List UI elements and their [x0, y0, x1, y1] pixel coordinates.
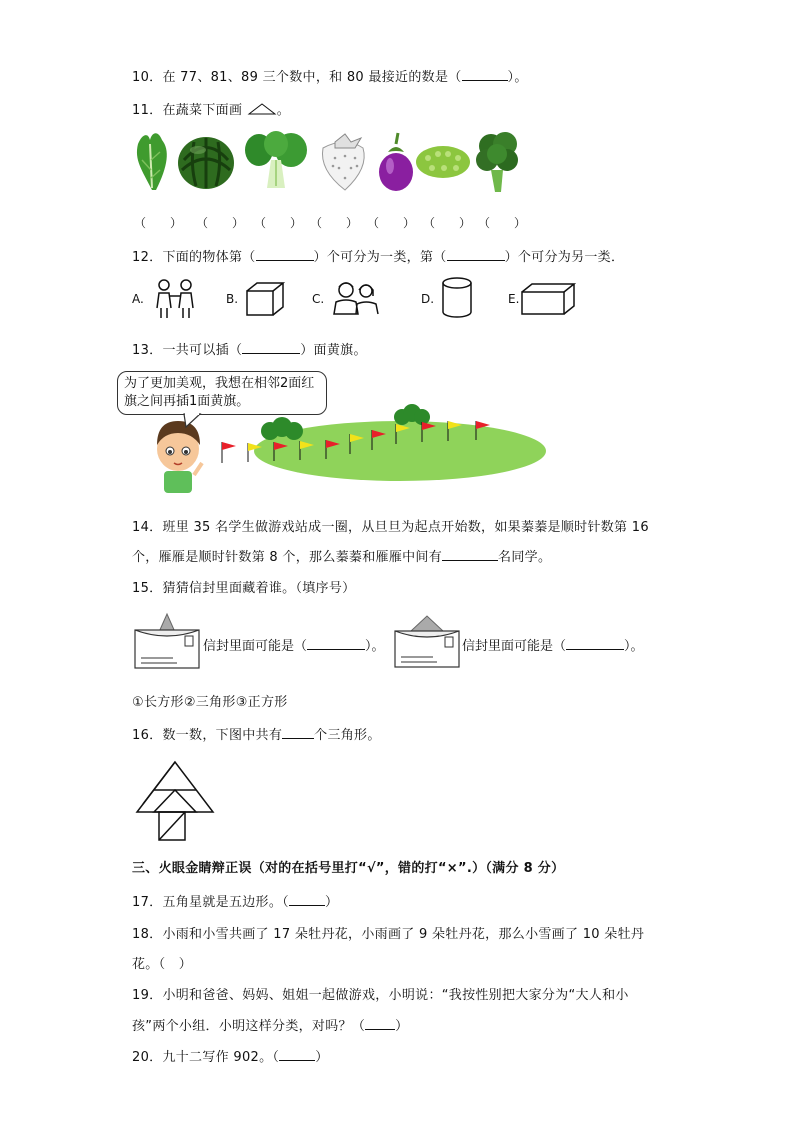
answer-blank[interactable] — [256, 247, 314, 261]
answer-blank[interactable] — [282, 725, 314, 739]
question-13: 13．一共可以插（ ）面黄旗。 — [132, 339, 367, 358]
section-3-heading: 三、火眼金睛辩正误（对的在括号里打“√”，错的打“×”.）（满分 8 分） — [132, 861, 565, 876]
option-e-label: E. — [508, 292, 520, 306]
question-19-line-2: 孩”两个小组．小明这样分类，对吗？（ ） — [132, 1015, 408, 1034]
cube-icon — [245, 281, 287, 317]
answer-paren-4[interactable]: （ ） — [310, 216, 359, 230]
bitter-melon-picture — [414, 130, 472, 192]
answer-paren-7[interactable]: （ ） — [478, 216, 527, 230]
triangle-icon — [247, 102, 277, 116]
question-16: 16．数一数，下图中共有 个三角形。 — [132, 724, 381, 743]
watermelon-picture — [176, 130, 236, 192]
cuboid-icon — [520, 282, 576, 316]
strawberry-picture — [315, 130, 375, 192]
two-people-icon — [152, 278, 198, 320]
answer-blank[interactable] — [462, 67, 508, 81]
question-15-options: ①长方形②三角形③正方形 — [132, 695, 288, 710]
two-people-busts-icon — [330, 280, 380, 318]
answer-paren-6[interactable]: （ ） — [423, 216, 472, 230]
question-18-line-1: 18．小雨和小雪共画了 17 朵牡丹花，小雨画了 9 朵牡丹花，那么小雪画了 10 朵牡丹 — [132, 927, 645, 942]
question-20: 20．九十二写作 902。（ ） — [132, 1046, 329, 1065]
question-14-line-2: 个，雁雁是顺时针数第 8 个，那么蓁蓁和雁雁中间有 名同学。 — [132, 546, 551, 565]
envelope-2-answer: 信封里面可能是（ ）。 — [462, 635, 644, 654]
bok-choy-picture — [243, 130, 309, 192]
answer-paren-1[interactable]: （ ） — [134, 216, 183, 230]
answer-blank[interactable] — [279, 1047, 315, 1061]
answer-blank[interactable] — [442, 547, 498, 561]
option-c-label: C. — [312, 292, 325, 306]
question-11: 11．在蔬菜下面画 。 — [132, 103, 290, 118]
answer-blank[interactable] — [447, 247, 505, 261]
answer-paren-3[interactable]: （ ） — [254, 216, 303, 230]
question-14-line-1: 14．班里 35 名学生做游戏站成一圈，从旦旦为起点开始数，如果蓁蓁是顺时针数第 16 — [132, 520, 649, 535]
eggplant-picture — [376, 130, 416, 192]
option-d-label: D. — [421, 292, 435, 306]
question-19-line-1: 19．小明和爸爸、妈妈、姐姐一起做游戏，小明说：“我按性别把大家分为“大人和小 — [132, 988, 629, 1003]
answer-blank[interactable] — [242, 340, 300, 354]
question-18-line-2: 花。（ ） — [132, 957, 193, 972]
answer-blank[interactable] — [289, 892, 325, 906]
lettuce-picture — [132, 130, 172, 192]
question-15: 15．猜猜信封里面藏着谁。（填序号） — [132, 581, 356, 596]
option-a-label: A. — [132, 292, 144, 306]
envelope-with-triangle-icon — [133, 612, 201, 670]
answer-blank[interactable] — [307, 636, 365, 650]
question-10: 10．在 77、81、89 三个数中，和 80 最接近的数是（ ）。 — [132, 66, 528, 85]
answer-paren-2[interactable]: （ ） — [196, 216, 245, 230]
option-b-label: B. — [226, 292, 239, 306]
answer-blank[interactable] — [566, 636, 624, 650]
answer-blank[interactable] — [365, 1016, 395, 1030]
question-12: 12．下面的物体第（ ）个可分为一类，第（ ）个可分为另一类． — [132, 246, 624, 265]
triangle-tree-figure — [134, 760, 218, 842]
envelope-with-square-icon — [393, 613, 461, 670]
question-17: 17．五角星就是五边形。（ ） — [132, 891, 338, 910]
broccoli-picture — [473, 130, 523, 196]
answer-paren-5[interactable]: （ ） — [367, 216, 416, 230]
envelope-1-answer: 信封里面可能是（ ）。 — [203, 635, 385, 654]
speech-bubble-tail — [180, 413, 210, 429]
speech-bubble: 为了更加美观，我想在相邻2面红旗之间再插1面黄旗。 — [117, 371, 327, 415]
cylinder-icon — [440, 276, 476, 320]
